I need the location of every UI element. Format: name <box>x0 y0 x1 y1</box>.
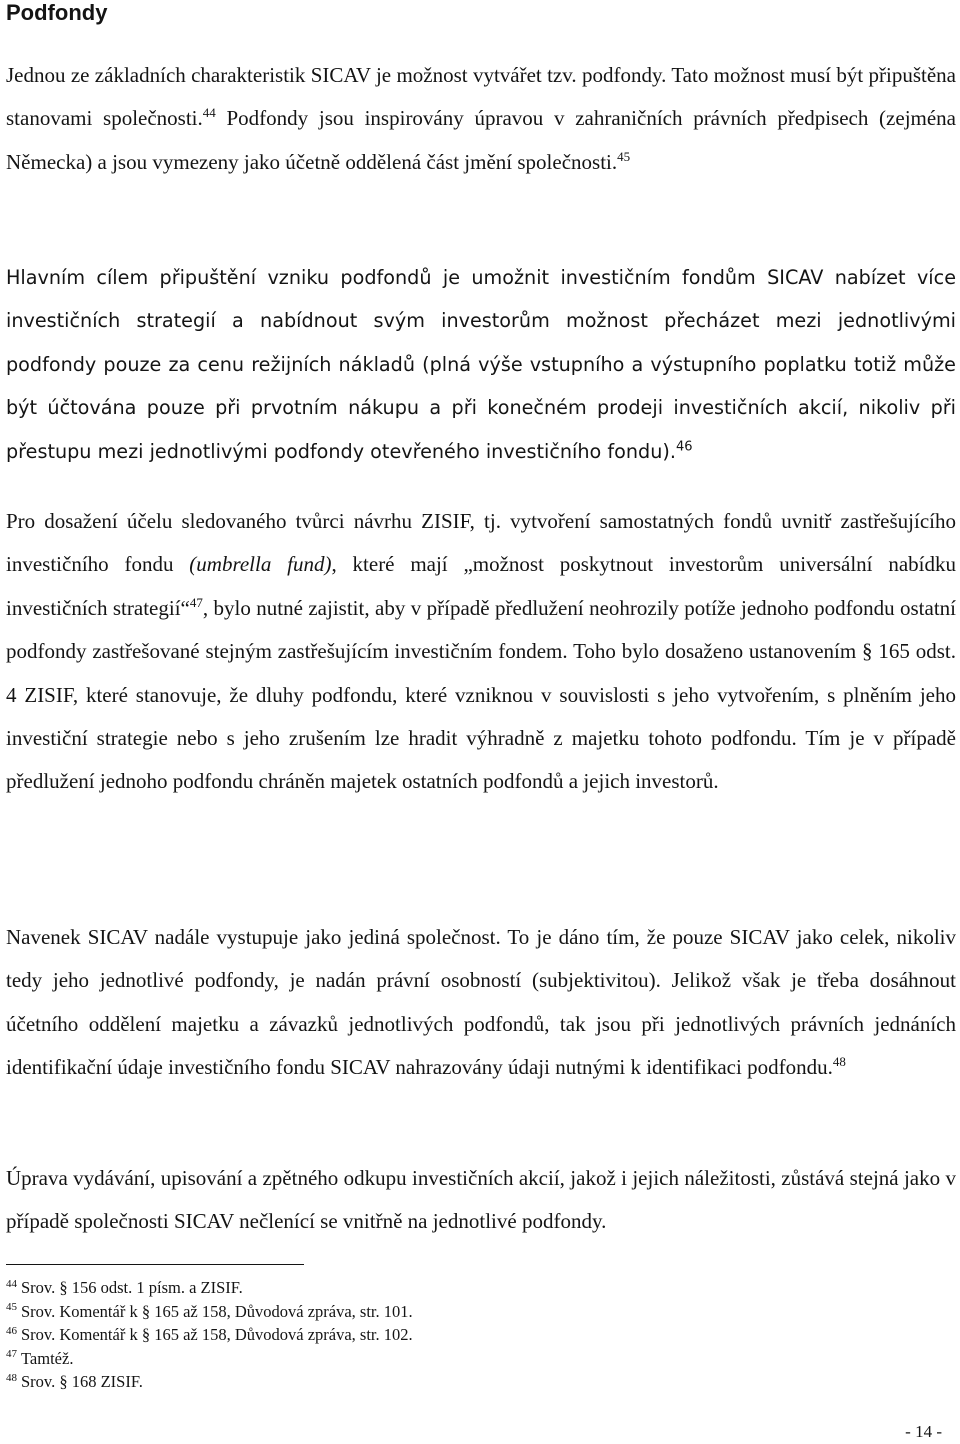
footnote-ref-48[interactable]: 48 <box>832 1054 846 1070</box>
section-heading: Podfondy <box>6 0 108 25</box>
footnote-number: 45 <box>6 1301 17 1314</box>
paragraph-3 <box>6 500 956 804</box>
footnote-text: Srov. § 156 odst. 1 písm. a ZISIF. <box>21 1278 243 1297</box>
footnote-number: 46 <box>6 1324 17 1337</box>
footnote-45 <box>6 1300 706 1324</box>
paragraph-3-text-b: , které mají „možnost poskytnout investorům universální nabídku investičních strategií“ <box>6 552 956 620</box>
paragraph-3-text-a: Pro dosažení účelu sledovaného tvůrci návrhu ZISIF, tj. vytvoření samostatných fondů uvnitř zastřešujícího investičního fondu <box>6 509 956 577</box>
footnote-separator <box>6 1264 304 1265</box>
footnote-text: Srov. Komentář k § 165 až 158, Důvodová zpráva, str. 101. <box>21 1301 413 1321</box>
footnote-text: Srov. § 168 ZISIF. <box>21 1372 143 1392</box>
paragraph-1 <box>6 54 956 184</box>
footnote-number: 48 <box>6 1371 17 1384</box>
paragraph-4 <box>6 916 956 1090</box>
footnote-ref-46[interactable]: 46 <box>675 439 693 455</box>
paragraph-1-text-a: Jednou ze základních charakteristik SICAV je možnost vytvářet tzv. podfondy. Tato možnost musí být připuštěna stanovami společnosti. <box>6 63 956 131</box>
footnote-text: Srov. Komentář k § 165 až 158, Důvodová zpráva, str. 102. <box>21 1325 413 1345</box>
paragraph-2-text: Hlavním cílem připuštění vzniku podfondů je umožnit investičním fondům SICAV nabízet více investičních strategií a nabídnout svým investorům možnost přecházet mezi jednotlivými podfondy pouze za cenu režijních nákladů (plná výše vstupního a výstupního poplatku totiž může být účtována pouze při prvotním nákupu a při konečném prodeji investičních akcií, nikoliv při přestupu mezi jednotlivými podfondy otevřeného investičního fondu). <box>6 266 956 463</box>
footnote-ref-47[interactable]: 47 <box>189 594 203 610</box>
paragraph-5 <box>6 1157 956 1244</box>
paragraph-2 <box>6 256 956 473</box>
page-number: - 14 - <box>905 1422 942 1441</box>
paragraph-4-text: Navenek SICAV nadále vystupuje jako jediná společnost. To je dáno tím, že pouze SICAV jako celek, nikoliv tedy jeho jednotlivé podfondy, je nadán právní osobností (subjektivitou). Jelikož však je třeba dosáhnout účetního oddělení majetku a závazků jednotlivých podfondů, tak jsou při jednotlivých právních jednáních identifikační údaje investičního fondu SICAV nahrazovány údaji nutnými k identifikaci podfondu. <box>6 925 956 1080</box>
paragraph-3-text-c: , bylo nutné zajistit, aby v případě předlužení neohrozily potíže jednoho podfondu ostatní podfondy zastřešované stejným zastřešujícím investičním fondem. Toho bylo dosaženo ustanovením § 165 odst. 4 ZISIF, které stanovuje, že dluhy podfondu, které vzniknou v souvislosti s jeho vytvořením, s plněním jeho investiční strategie nebo s jeho zrušením lze hradit výhradně z majetku tohoto podfondu. Tím je v případě předlužení jednoho podfondu chráněn majetek ostatních podfondů a jejich investorů. <box>6 595 956 794</box>
footnote-number: 44 <box>6 1277 17 1290</box>
footnote-number: 47 <box>6 1348 17 1361</box>
footnote-text: Tamtéž. <box>21 1348 74 1368</box>
paragraph-5-text: Úprava vydávání, upisování a zpětného odkupu investičních akcií, jakož i jejich náležitosti, zůstává stejná jako v případě společnosti SICAV nečlenící se vnitřně na jednotlivé podfondy. <box>6 1166 956 1234</box>
footnote-ref-44[interactable]: 44 <box>202 105 216 121</box>
footnote-46 <box>6 1323 706 1347</box>
paragraph-1-text-b: Podfondy jsou inspirovány úpravou v zahraničních právních předpisech (zejména Německa) a jsou vymezeny jako účetně oddělená část jmění společnosti. <box>6 106 956 174</box>
footnote-44 <box>6 1276 706 1300</box>
footnote-47 <box>6 1347 706 1371</box>
footnote-ref-45[interactable]: 45 <box>617 148 631 164</box>
footnotes <box>6 1276 706 1394</box>
paragraph-3-italic-term: (umbrella fund) <box>189 552 332 577</box>
footnote-48 <box>6 1370 706 1394</box>
